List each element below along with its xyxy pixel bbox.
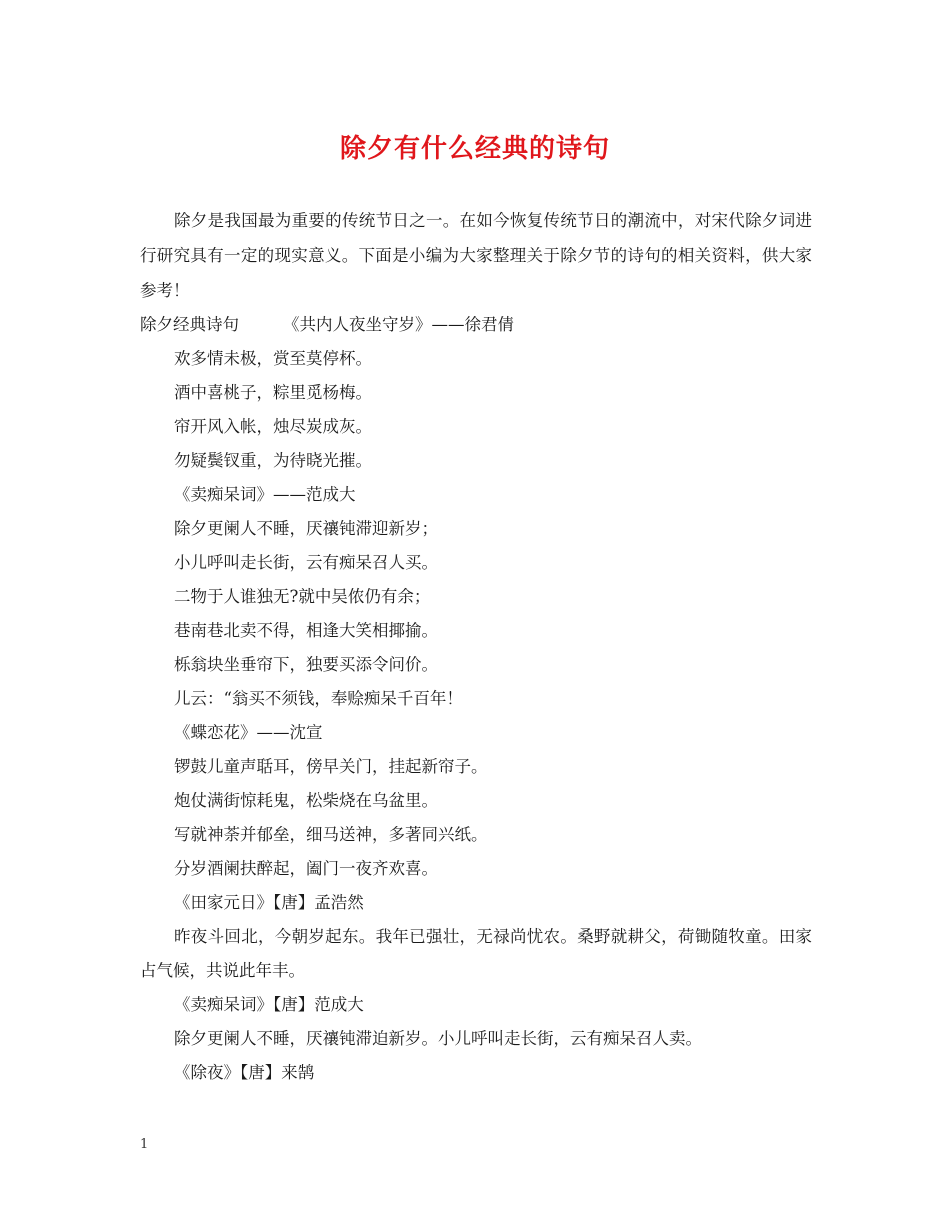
poem-line: 分岁酒阑扶醉起，阖门一夜齐欢喜。	[174, 859, 438, 878]
poem-line: 儿云：“翁买不须钱，奉赊痴呆千百年！	[174, 689, 463, 708]
poem-line: 巷南巷北卖不得，相逢大笑相揶揄。	[174, 621, 438, 640]
poem-line: 二物于人谁独无?就中吴侬仍有余；	[174, 587, 431, 606]
poem-title: 《共内人夜坐守岁》——徐君倩	[283, 315, 514, 334]
poem-line: 小儿呼叫走长街，云有痴呆召人买。	[174, 553, 438, 572]
poem-title: 《田家元日》【唐】孟浩然	[174, 893, 364, 912]
poem-line: 除夕更阑人不睡，厌禳钝滞迎新岁；	[174, 519, 438, 538]
section-header-line	[140, 308, 812, 342]
poem-line: 栎翁块坐垂帘下，独要买添令问价。	[174, 655, 438, 674]
poem-line: 炮仗满街惊耗鬼，松柴烧在乌盆里。	[174, 791, 438, 810]
intro-paragraph: 除夕是我国最为重要的传统节日之一。在如今恢复传统节日的潮流中，对宋代除夕词进行研究具有一定的现实意义。下面是小编为大家整理关于除夕节的诗句的相关资料，供大家参考！	[140, 211, 812, 300]
poem-title: 《蝶恋花》——沈宣	[174, 723, 323, 742]
document-body	[140, 203, 812, 1090]
poem-line: 帘开风入帐，烛尽炭成灰。	[174, 417, 372, 436]
poem-line: 勿疑鬓钗重，为待晓光摧。	[174, 451, 372, 470]
poem-title: 《卖痴呆词》——范成大	[174, 485, 356, 504]
poem-line: 写就神荼并郁垒，细马送神，多著同兴纸。	[174, 825, 488, 844]
poem-line: 酒中喜桃子，粽里觅杨梅。	[174, 383, 372, 402]
poem-paragraph: 昨夜斗回北，今朝岁起东。我年已强壮，无禄尚忧农。桑野就耕父，荷锄随牧童。田家占气候，共说此年丰。	[140, 927, 812, 980]
page-number: 1	[140, 1137, 149, 1152]
poem-title: 《除夜》【唐】来鹄	[174, 1063, 315, 1082]
poem-title: 《卖痴呆词》【唐】范成大	[174, 995, 364, 1014]
poem-paragraph: 除夕更阑人不睡，厌禳钝滞迫新岁。小儿呼叫走长街，云有痴呆召人卖。	[174, 1029, 702, 1048]
section-label: 除夕经典诗句	[140, 315, 239, 334]
poem-line: 锣鼓儿童声聒耳，傍早关门，挂起新帘子。	[174, 757, 488, 776]
poem-line: 欢多情未极，赏至莫停杯。	[174, 349, 372, 368]
document-title: 除夕有什么经典的诗句	[339, 134, 610, 164]
